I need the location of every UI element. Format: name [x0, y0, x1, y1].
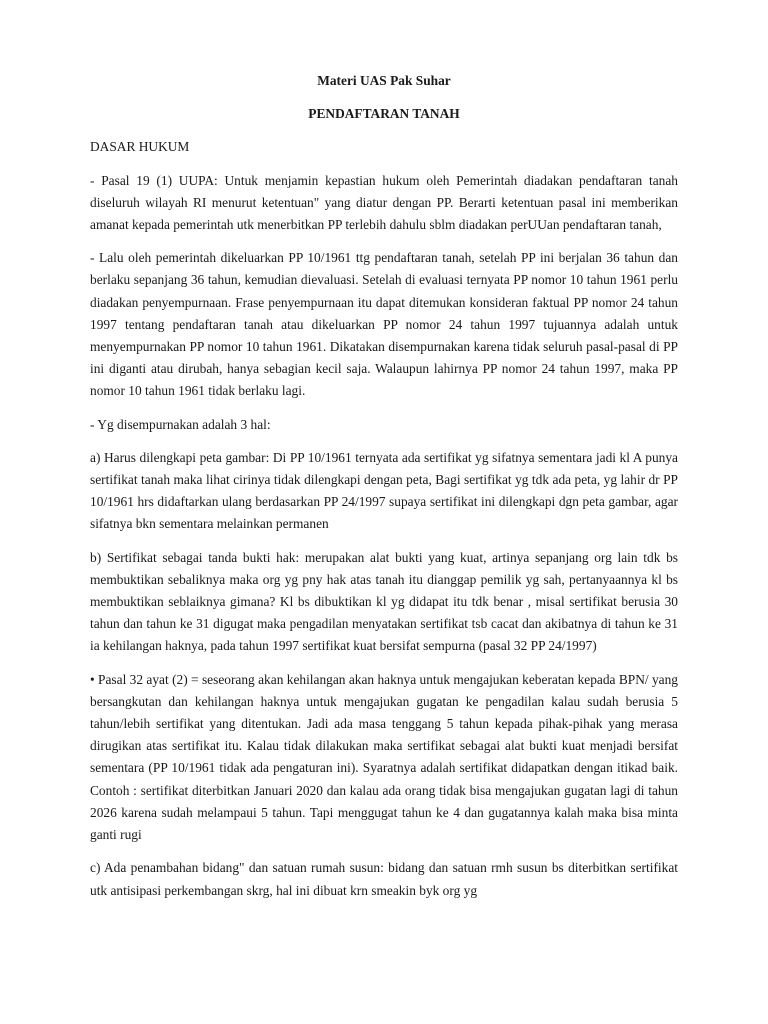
- paragraph-point-c: c) Ada penambahan bidang" dan satuan rumah susun: bidang dan satuan rmh susun bs diterbitkan sertifikat utk antisipasi perkembangan skrg, hal ini dibuat krn smeakin byk org yg: [90, 860, 678, 898]
- paragraph-point-a: a) Harus dilengkapi peta gambar: Di PP 10/1961 ternyata ada sertifikat yg sifatnya sementara jadi kl A punya sertifikat tanah maka lihat cirinya tidak dilengkapi dengan peta, Bagi sertifikat yg tdk ada peta, yg lahir dr PP 10/1961 hrs didaftarkan ulang berdasarkan PP 24/1997 supaya sertifikat ini dilengkapi dgn peta gambar, agar sifatnya bkn sementara melainkan permanen: [90, 449, 678, 532]
- paragraph-3-hal: - Yg disempurnakan adalah 3 hal:: [90, 416, 271, 432]
- paragraph-pasal-32: • Pasal 32 ayat (2) = seseorang akan kehilangan akan haknya untuk mengajukan keberatan kepada BPN/ yang bersangkutan dan kehilangan haknya untuk mengajukan gugatan ke pengadilan kalau sudah berusia 5 tahun/lebih sertifikat yang ditentukan. Jadi ada masa tenggang 5 tahun kepada pihak-pihak yang merasa dirugikan atas sertifikat itu. Kalau tidak dilakukan maka sertifikat sebagai alat bukti kuat menjadi bersifat sementara (PP 10/1961 tidak ada pengaturan ini). Syaratnya adalah sertifikat didapatkan dengan itikad baik. Contoh : sertifikat diterbitkan Januari 2020 dan kalau ada orang tidak bisa mengajukan gugatan lagi di tahun 2026 karena sudah melampaui 5 tahun. Tapi menggugat tahun ke 4 dan gugatannya kalah maka bisa minta ganti rugi: [90, 671, 678, 843]
- document-subtitle: PENDAFTARAN TANAH: [308, 106, 460, 122]
- paragraph-pasal-19: - Pasal 19 (1) UUPA: Untuk menjamin kepastian hukum oleh Pemerintah diadakan pendaftaran tanah diseluruh wilayah RI menurut ketentuan" yang diatur dengan PP. Berarti ketentuan pasal ini memberikan amanat kepada pemerintah utk menerbitkan PP terlebih dahulu sblm diadakan perUUan pendaftaran tanah,: [90, 172, 678, 233]
- section-heading: DASAR HUKUM: [90, 139, 190, 155]
- document-body: [90, 70, 678, 913]
- paragraph-pp-10-1961: - Lalu oleh pemerintah dikeluarkan PP 10/1961 ttg pendaftaran tanah, setelah PP ini berjalan 36 tahun dan berlaku sepanjang 36 tahun, kemudian dievaluasi. Setelah di evaluasi ternyata PP nomor 10 tahun 1961 perlu diadakan penyempurnaan. Frase penyempurnaan itu dapat ditemukan konsideran faktual PP nomor 24 tahun 1997 tentang pendaftaran tanah atau dikeluarkan PP nomor 24 tahun 1997 tujuannya adalah untuk menyempurnakan PP nomor 10 tahun 1961. Dikatakan disempurnakan karena tidak seluruh pasal-pasal di PP ini diganti atau dirubah, hanya sebagian kecil saja. Walaupun lahirnya PP nomor 24 tahun 1997, maka PP nomor 10 tahun 1961 tidak berlaku lagi.: [90, 250, 678, 399]
- paragraph-point-b: b) Sertifikat sebagai tanda bukti hak: merupakan alat bukti yang kuat, artinya sepanjang org lain tdk bs membuktikan sebaliknya maka org yg pny hak atas tanah itu dianggap pemilik yg sah, pertanyaannya kl bs membuktikan seblaiknya gimana? Kl bs dibuktikan kl yg didapat itu tdk benar , misal sertifikat berusia 30 tahun dan tahun ke 31 digugat maka pengadilan menyatakan sertifikat tsb cacat dan akibatnya di tahun ke 31 ia kehilangan haknya, pada tahun 1997 sertifikat kuat bersifat sempurna (pasal 32 PP 24/1997): [90, 549, 678, 654]
- document-title: Materi UAS Pak Suhar: [317, 73, 451, 88]
